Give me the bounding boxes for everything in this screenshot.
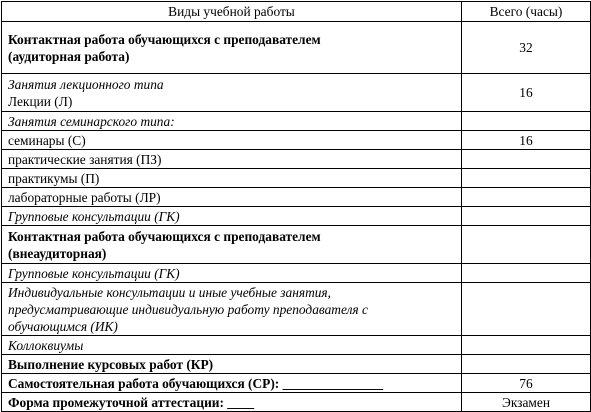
table-row bbox=[2, 264, 591, 283]
row-label-line: Занятия лекционного типа bbox=[8, 76, 164, 92]
header-total-hours: Всего (часы) bbox=[462, 2, 591, 22]
row-label: Групповые консультации (ГК) bbox=[2, 207, 462, 226]
row-label bbox=[2, 283, 462, 336]
row-value: 16 bbox=[462, 131, 591, 150]
row-value: 32 bbox=[462, 22, 591, 74]
table-row bbox=[2, 150, 591, 169]
table-row bbox=[2, 22, 591, 74]
table-row bbox=[2, 283, 591, 336]
study-hours-table bbox=[1, 1, 591, 412]
row-label bbox=[2, 22, 462, 74]
row-value bbox=[462, 188, 591, 207]
row-label bbox=[2, 226, 462, 264]
table-row bbox=[2, 374, 591, 393]
row-label: семинары (С) bbox=[2, 131, 462, 150]
row-label: Выполнение курсовых работ (КР) bbox=[2, 355, 462, 374]
table-header-row bbox=[2, 2, 591, 22]
table-row bbox=[2, 169, 591, 188]
row-value bbox=[462, 355, 591, 374]
row-label-line: предусматривающие индивидуальную работу преподавателя с bbox=[8, 301, 368, 317]
row-label-line: (внеаудиторная) bbox=[8, 245, 107, 261]
row-label: Занятия семинарского типа: bbox=[2, 112, 462, 131]
table-row bbox=[2, 355, 591, 374]
row-value bbox=[462, 112, 591, 131]
row-label bbox=[2, 74, 462, 112]
row-label: практические занятия (ПЗ) bbox=[2, 150, 462, 169]
row-label-line: Лекции (Л) bbox=[8, 93, 73, 109]
row-value bbox=[462, 207, 591, 226]
row-label-line: Контактная работа обучающихся с преподавателем bbox=[8, 31, 321, 47]
row-value bbox=[462, 169, 591, 188]
table-row bbox=[2, 112, 591, 131]
table-row bbox=[2, 74, 591, 112]
row-value: 76 bbox=[462, 374, 591, 393]
row-label: Самостоятельная работа обучающихся (СР): _______________ bbox=[2, 374, 462, 393]
row-label-line: Индивидуальные консультации и иные учебные занятия, bbox=[8, 284, 332, 300]
header-work-types: Виды учебной работы bbox=[2, 2, 462, 22]
table-row bbox=[2, 336, 591, 355]
row-label-line: Контактная работа обучающихся с преподавателем bbox=[8, 228, 321, 244]
table-row bbox=[2, 207, 591, 226]
row-value bbox=[462, 150, 591, 169]
row-label-line: (аудиторная работа) bbox=[8, 48, 130, 64]
table-row bbox=[2, 131, 591, 150]
table-row bbox=[2, 226, 591, 264]
table-row bbox=[2, 393, 591, 412]
table-row bbox=[2, 188, 591, 207]
row-value bbox=[462, 226, 591, 264]
row-label: Коллоквиумы bbox=[2, 336, 462, 355]
row-label: Форма промежуточной аттестации: ____ bbox=[2, 393, 462, 412]
row-value bbox=[462, 336, 591, 355]
row-value bbox=[462, 264, 591, 283]
row-value: Экзамен bbox=[462, 393, 591, 412]
row-label: лабораторные работы (ЛР) bbox=[2, 188, 462, 207]
row-label-line: обучающимся (ИК) bbox=[8, 318, 118, 334]
row-label: Групповые консультации (ГК) bbox=[2, 264, 462, 283]
row-label: практикумы (П) bbox=[2, 169, 462, 188]
row-value: 16 bbox=[462, 74, 591, 112]
row-value bbox=[462, 283, 591, 336]
